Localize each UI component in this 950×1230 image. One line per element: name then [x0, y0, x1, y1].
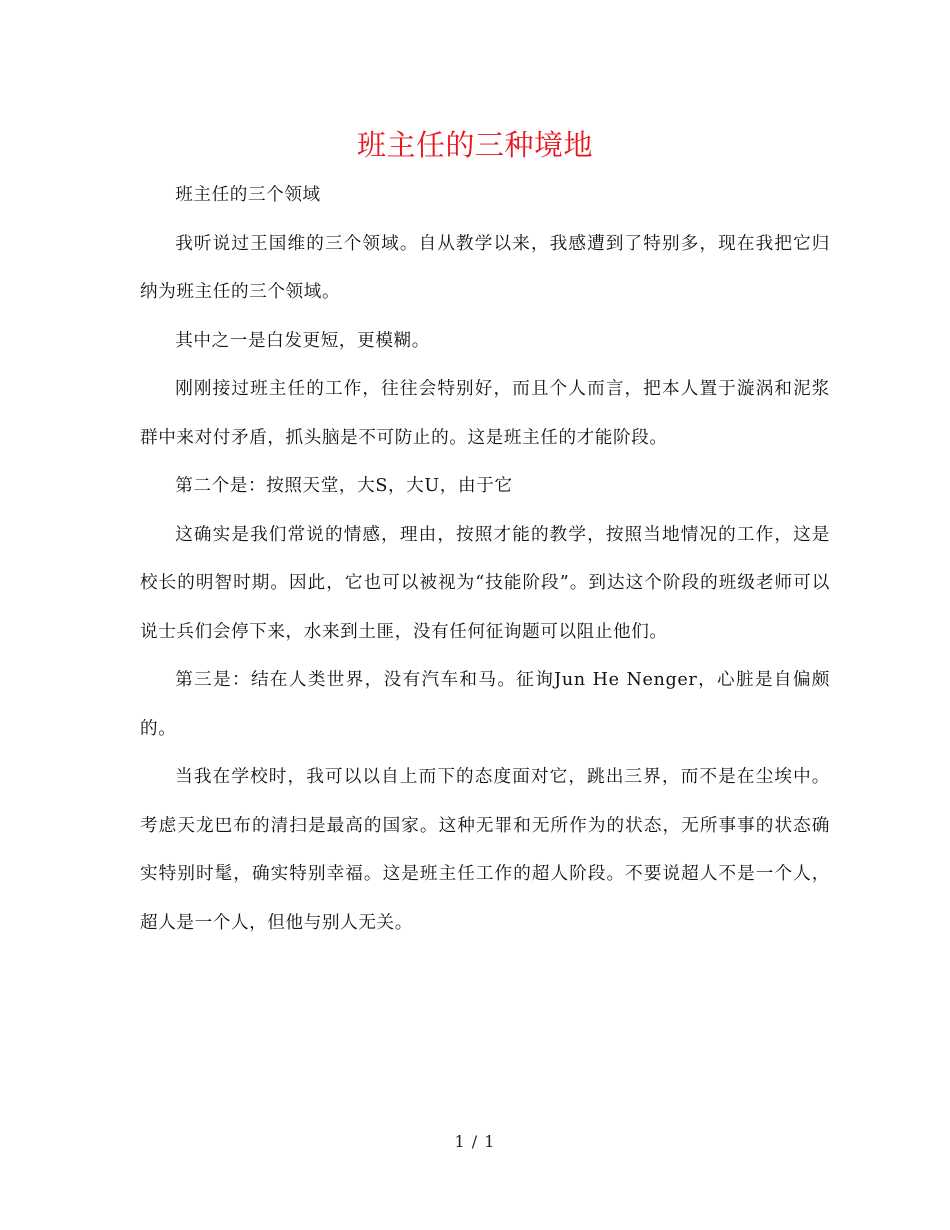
- paragraph: 第二个是：按照天堂，大S，大U，由于它: [175, 476, 513, 496]
- paragraph: 当我在学校时，我可以以自上而下的态度面对它，跳出三界，而不是在尘埃中。考虑天龙巴布的清扫是最高的国家。这种无罪和无所作为的状态，无所事事的状态确实特别时髦，确实特别幸福。这是班主任工作的超人阶段。不要说超人不是一个人，超人是一个人，但他与别人无关。: [140, 767, 830, 933]
- document-title: 班主任的三种境地: [356, 128, 593, 162]
- paragraph: 刚刚接过班主任的工作，往往会特别好，而且个人而言，把本人置于漩涡和泥浆群中来对付矛盾，抓头脑是不可防止的。这是班主任的才能阶段。: [140, 379, 830, 448]
- page-number: 1 / 1: [454, 1132, 496, 1151]
- paragraph: 其中之一是白发更短，更模糊。: [175, 330, 430, 351]
- paragraph: 这确实是我们常说的情感，理由，按照才能的教学，按照当地情况的工作，这是校长的明智时期。因此，它也可以被视为“技能阶段”。到达这个阶段的班级老师可以说士兵们会停下来，水来到土匪，没有任何征询题可以阻止他们。: [140, 524, 830, 642]
- document-body: [140, 171, 830, 947]
- paragraph: 我听说过王国维的三个领域。自从教学以来，我感遭到了特别多，现在我把它归纳为班主任的三个领域。: [140, 233, 830, 302]
- paragraph-subtitle: 班主任的三个领域: [175, 185, 321, 205]
- paragraph: 第三是：结在人类世界，没有汽车和马。征询Jun He Nenger，心脏是自偏颇的。: [140, 670, 830, 739]
